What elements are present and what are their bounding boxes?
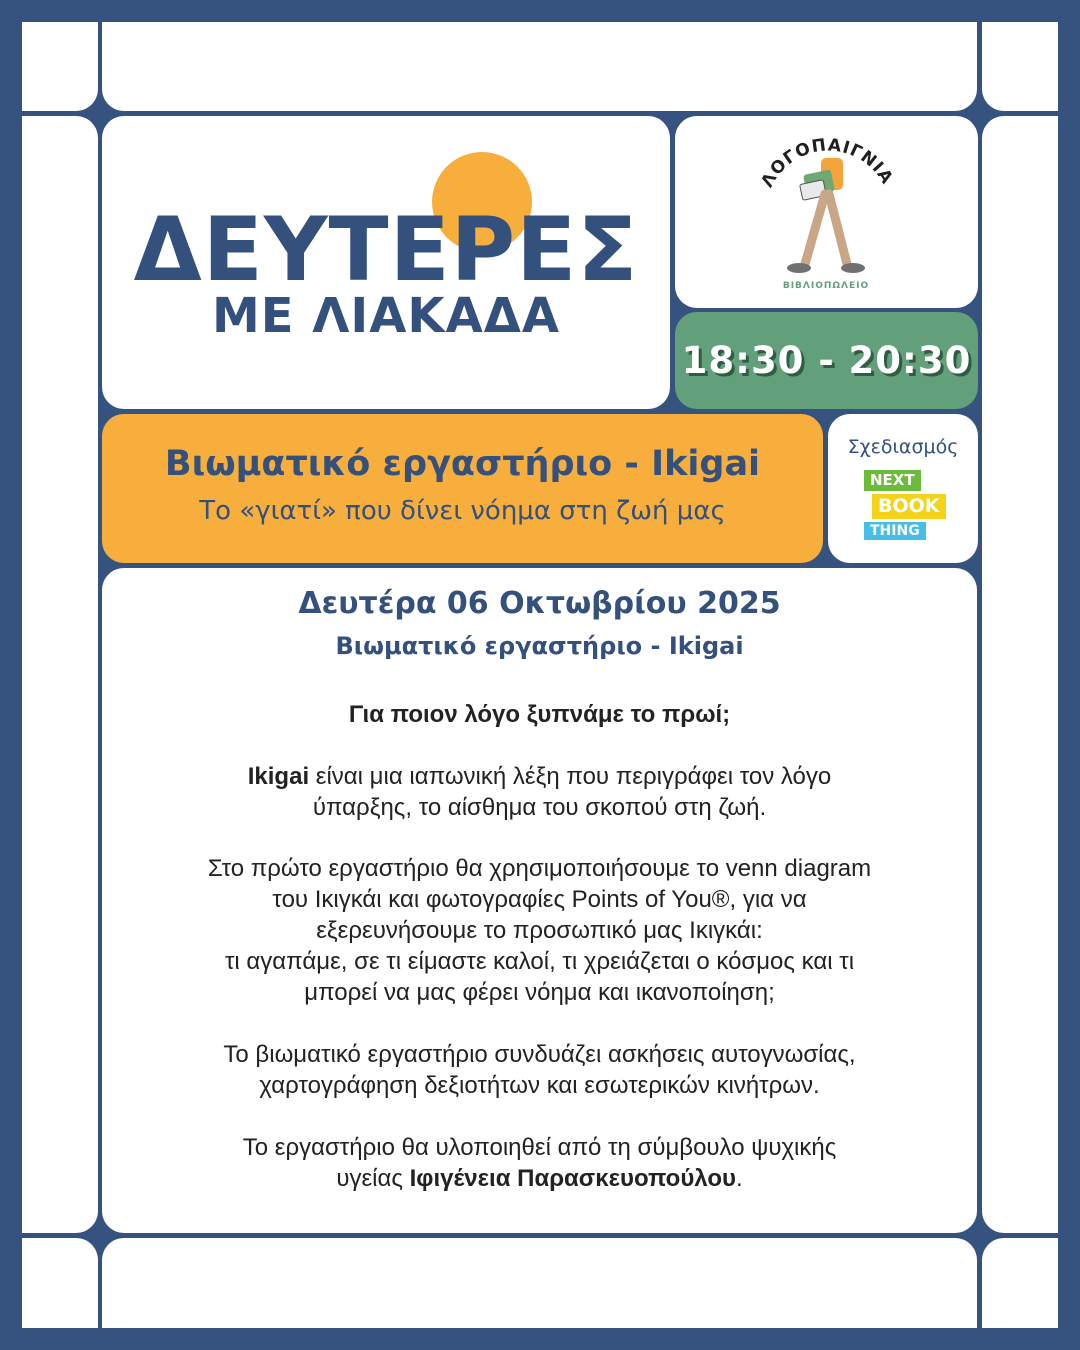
paragraph-workshop: Στο πρώτο εργαστήριο θα χρησιμοποιήσουμε το venn diagram του Ικιγκάι και φωτογραφίες Points of You®, για να εξερευνήσουμε το προσωπικό μας Ικιγκάι: τι αγαπάμε, σε τι είμαστε καλοί, τι χρειάζεται ο κόσμος και τι μπορεί να μας φέρει νόημα και ικανοποίηση; bbox=[207, 855, 872, 1006]
logo-arc-text: ΛΟΓΟΠΑΙΓΝΙΑ bbox=[757, 135, 898, 191]
design-credit-card bbox=[828, 414, 978, 563]
deco-bottom-left bbox=[22, 1238, 98, 1328]
deco-top-left bbox=[22, 22, 98, 111]
workshop-subtitle: Το «γιατί» που δίνει νόημα στη ζωή μας bbox=[199, 496, 726, 526]
question-heading: Για ποιον λόγο ξυπνάμε το πρωί; bbox=[348, 701, 731, 728]
design-label: Σχεδιασμός bbox=[847, 436, 959, 458]
deco-right-strip bbox=[982, 116, 1058, 1233]
event-name: Βιωματικό εργαστήριο - Ikigai bbox=[335, 632, 744, 660]
paragraph-ikigai: Ikigai είναι μια ιαπωνική λέξη που περιγράφει τον λόγο ύπαρξης, το αίσθημα του σκοπού στη ζωή. bbox=[247, 763, 832, 821]
title-card bbox=[102, 116, 670, 409]
next-book-thing-logo bbox=[864, 470, 964, 540]
deco-bottom-center bbox=[102, 1238, 977, 1328]
paragraph-facilitator: Το εργαστήριο θα υλοποιηθεί από τη σύμβουλο ψυχικής υγείας Ιφιγένεια Παρασκευοπούλου. bbox=[242, 1134, 837, 1192]
ikigai-term: Ikigai bbox=[247, 763, 310, 790]
paragraph-combines: Το βιωματικό εργαστήριο συνδυάζει ασκήσεις αυτογνωσίας, χαρτογράφηση δεξιοτήτων και εσωτερικών κινήτρων. bbox=[223, 1041, 856, 1099]
workshop-title: Βιωματικό εργαστήριο - Ikigai bbox=[164, 444, 761, 484]
deco-left-strip bbox=[22, 116, 98, 1233]
bookstore-logo bbox=[675, 116, 978, 308]
workshop-banner bbox=[102, 414, 823, 563]
deco-bottom-right bbox=[982, 1238, 1058, 1328]
event-date: Δευτέρα 06 Οκτωβρίου 2025 bbox=[298, 586, 781, 621]
brand-book: BOOK bbox=[872, 494, 946, 519]
brand-thing: THING bbox=[864, 522, 926, 540]
logo-sub-text: ΒΙΒΛΙΟΠΩΛΕΙΟ bbox=[782, 281, 870, 291]
brand-next: NEXT bbox=[864, 470, 921, 491]
facilitator-name: Ιφιγένεια Παρασκευοπούλου bbox=[409, 1165, 736, 1192]
logo-card bbox=[675, 116, 978, 308]
time-text: 18:30 - 20:30 bbox=[681, 339, 972, 382]
deco-top-center bbox=[102, 22, 977, 111]
title-line-2: ΜΕ ΛΙΑΚΑΔΑ bbox=[211, 288, 561, 344]
title-line-1: ΔΕΥΤΕΡΕΣ bbox=[133, 198, 639, 301]
deco-top-right bbox=[982, 22, 1058, 111]
time-box bbox=[675, 312, 978, 409]
details-card bbox=[102, 568, 977, 1233]
